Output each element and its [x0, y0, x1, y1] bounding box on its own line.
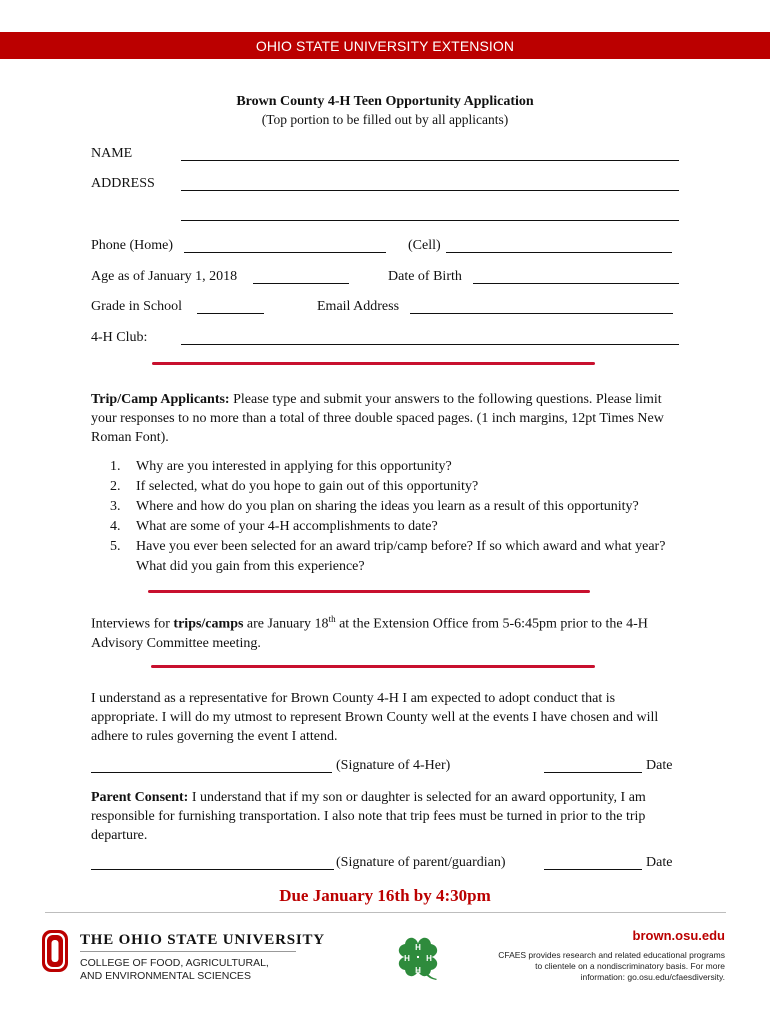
question-list	[110, 457, 690, 577]
question-text: If selected, what do you hope to gain out of this opportunity?	[136, 479, 479, 494]
instructions-text: Please type and submit your answers to the following questions. Please limit your responses to no more than a total of three double spaced pages. (1 inch margins, 12pt Times New Roman Font).	[91, 392, 664, 445]
age-field[interactable]	[253, 282, 349, 284]
university-underline	[80, 951, 296, 952]
list-item	[110, 517, 690, 537]
osu-block-o-logo	[42, 930, 68, 972]
due-date-notice: Due January 16th by 4:30pm	[279, 886, 491, 905]
clover-letter: H	[404, 954, 410, 963]
university-name: THE OHIO STATE UNIVERSITY	[80, 932, 325, 948]
cell-field[interactable]	[446, 251, 672, 253]
clover-letter: H	[415, 966, 421, 975]
grade-field[interactable]	[197, 312, 264, 314]
signature-4her-line[interactable]	[91, 771, 332, 773]
question-text: Why are you interested in applying for this opportunity?	[136, 459, 452, 474]
signature-4her-label: (Signature of 4-Her)	[336, 758, 451, 773]
question-number: 5.	[110, 539, 121, 554]
consent-text: I understand that if my son or daughter is selected for an award opportunity, I am responsible for furnishing transportation. I also note that trip fees must be turned in prior to the trip departure.	[91, 790, 646, 843]
instructions-lead: Trip/Camp Applicants:	[91, 392, 230, 407]
address-label: ADDRESS	[91, 176, 155, 191]
instructions-paragraph	[91, 390, 681, 447]
question-number: 2.	[110, 479, 121, 494]
interviews-bold: trips/camps	[173, 616, 244, 632]
list-item	[110, 497, 690, 517]
dob-field[interactable]	[473, 282, 679, 284]
question-text: Have you ever been selected for an award trip/camp before? If so which award and what year? What did you gain from this experience?	[136, 539, 666, 574]
date-parent-line[interactable]	[544, 868, 642, 870]
address-field-line1[interactable]	[181, 189, 679, 191]
date-4her-label: Date	[646, 758, 673, 773]
list-item	[110, 457, 690, 477]
clover-letter: H	[426, 954, 432, 963]
clover-letter: H	[415, 943, 421, 952]
consent-lead: Parent Consent:	[91, 790, 189, 805]
date-parent-label: Date	[646, 855, 673, 870]
age-label: Age as of January 1, 2018	[91, 269, 238, 284]
signature-parent-label: (Signature of parent/guardian)	[336, 855, 506, 870]
signature-parent-line[interactable]	[91, 868, 334, 870]
interviews-post: at the Extension Office from 5-6:45pm prior to the 4-H Advisory Committee meeting.	[91, 616, 648, 651]
list-item	[110, 537, 690, 577]
college-name-line2: AND ENVIRONMENTAL SCIENCES	[80, 970, 251, 982]
grade-label: Grade in School	[91, 299, 182, 314]
name-label: NAME	[91, 146, 133, 161]
dob-label: Date of Birth	[388, 269, 462, 284]
section-divider	[151, 665, 595, 668]
form-subtitle: (Top portion to be filled out by all applicants)	[261, 112, 509, 127]
phone-home-label: Phone (Home)	[91, 238, 174, 253]
address-field-line2[interactable]	[181, 219, 679, 221]
nondiscrimination-note: CFAES provides research and related educational programs to clientele on a nondiscriminatory basis. For more information: go.osu.edu/cfaesdiversity.	[498, 950, 725, 982]
header-banner: OHIO STATE UNIVERSITY EXTENSION	[0, 32, 770, 59]
interviews-mid: are January 18	[243, 616, 329, 632]
college-name-line1: COLLEGE OF FOOD, AGRICULTURAL,	[80, 957, 269, 969]
club-field[interactable]	[181, 343, 679, 345]
question-text: Where and how do you plan on sharing the ideas you learn as a result of this opportunity?	[136, 499, 639, 514]
question-number: 1.	[110, 459, 121, 474]
club-label: 4-H Club:	[91, 330, 148, 345]
four-h-clover-icon	[393, 932, 443, 982]
date-4her-line[interactable]	[544, 771, 642, 773]
agreement-paragraph: I understand as a representative for Brown County 4-H I am expected to adopt conduct that is appropriate. I will do my utmost to represent Brown County well at the events I have chosen and will adhere to rules governing the event I attend.	[91, 691, 659, 744]
name-field[interactable]	[181, 159, 679, 161]
email-field[interactable]	[410, 312, 673, 314]
question-number: 3.	[110, 499, 121, 514]
list-item	[110, 477, 690, 497]
phone-home-field[interactable]	[184, 251, 386, 253]
email-label: Email Address	[317, 299, 400, 314]
section-divider	[148, 590, 590, 593]
question-number: 4.	[110, 519, 121, 534]
website-link[interactable]: brown.osu.edu	[632, 928, 725, 943]
interviews-sup: th	[328, 614, 336, 624]
cell-label: (Cell)	[408, 238, 441, 253]
question-text: What are some of your 4-H accomplishments to date?	[136, 519, 438, 534]
interviews-paragraph	[91, 610, 681, 653]
section-divider	[152, 362, 595, 365]
footer-divider	[45, 912, 726, 913]
consent-paragraph	[91, 788, 681, 845]
form-title: Brown County 4-H Teen Opportunity Application	[236, 94, 534, 109]
interviews-pre: Interviews for	[91, 616, 174, 632]
